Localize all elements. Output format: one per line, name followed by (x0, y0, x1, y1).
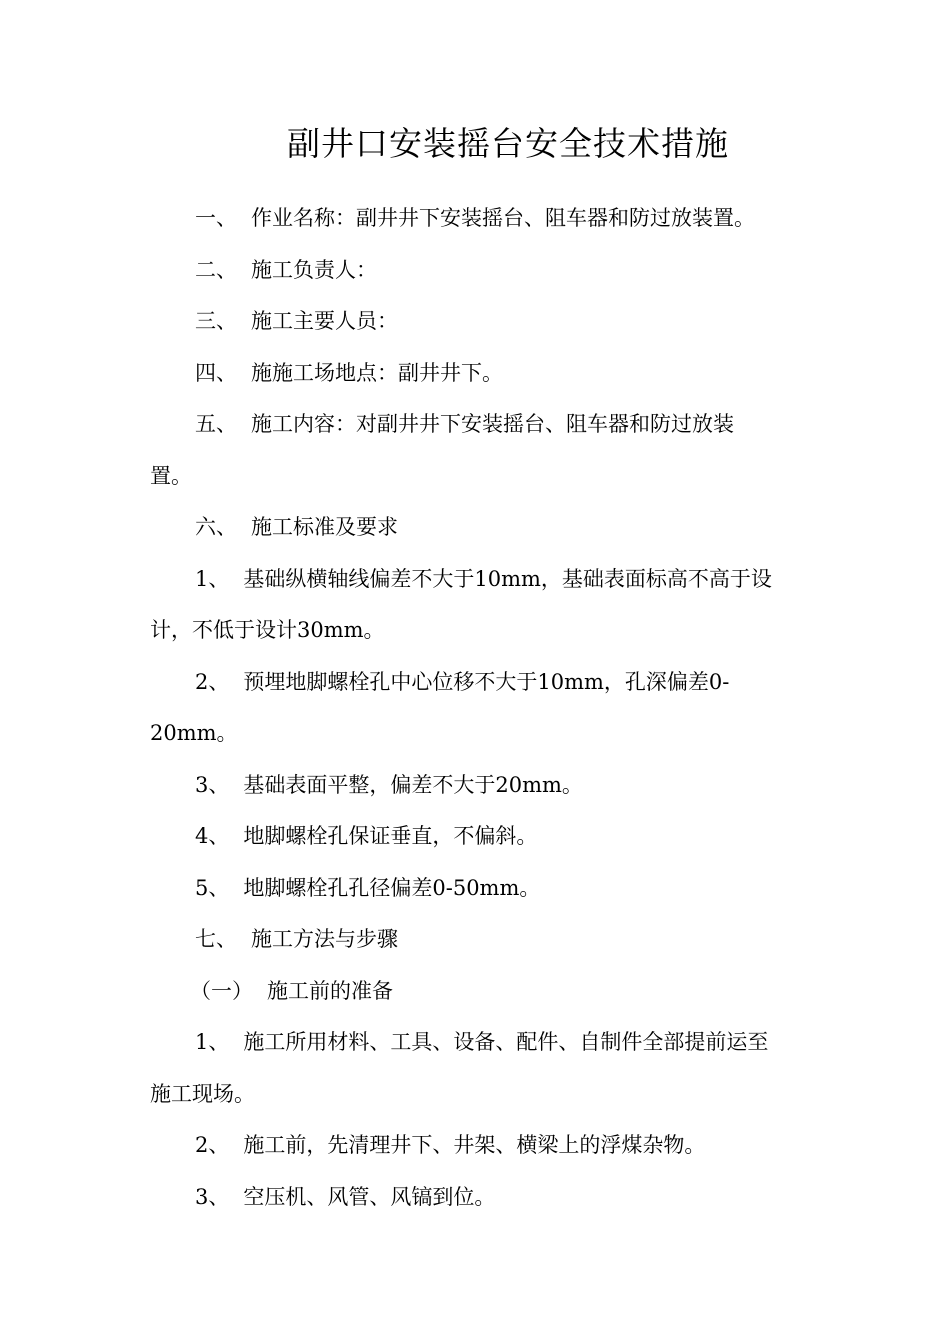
item-number: 5、 (195, 875, 230, 900)
section-item (150, 245, 800, 297)
section-item (150, 914, 800, 966)
item-number: 1、 (195, 566, 230, 591)
item-number: 一、 (195, 206, 237, 230)
item-text: 作业名称：副井井下安装摇台、阻车器和防过放装置。 (251, 206, 755, 230)
item-text: 地脚螺栓孔孔径偏差0-50mm。 (243, 875, 541, 900)
item-text: 施工前的准备 (267, 978, 393, 1003)
item-continuation (150, 708, 800, 760)
item-text: 施工内容：对副井井下安装摇台、阻车器和防过放装 (251, 412, 734, 436)
item-text: 施工前，先清理井下、井架、横梁上的浮煤杂物。 (243, 1133, 706, 1157)
section-item (150, 348, 800, 400)
list-item (150, 760, 800, 812)
list-item (150, 1120, 800, 1172)
list-item (150, 1017, 800, 1069)
list-item (150, 657, 800, 709)
item-number: 3、 (195, 1184, 230, 1209)
item-text: 20mm。 (150, 721, 238, 745)
item-text: 施工所用材料、工具、设备、配件、自制件全部提前运至 (243, 1030, 769, 1054)
subsection-item (150, 966, 800, 1018)
item-number: 六、 (195, 515, 237, 539)
item-text: 基础表面平整，偏差不大于20mm。 (243, 772, 583, 797)
item-number: 4、 (195, 824, 230, 848)
item-number: 五、 (195, 412, 237, 436)
item-text: 空压机、风管、风镐到位。 (243, 1184, 496, 1209)
list-item (150, 554, 800, 606)
item-number: 二、 (195, 257, 237, 282)
document-body (150, 193, 800, 1223)
list-item (150, 1172, 800, 1224)
section-item (150, 193, 800, 245)
item-text: 施工标准及要求 (251, 515, 398, 539)
list-item (150, 863, 800, 915)
list-item (150, 811, 800, 863)
item-text: 施工现场。 (150, 1081, 255, 1106)
item-text: 基础纵横轴线偏差不大于10mm，基础表面标高不高于设 (243, 566, 772, 591)
item-text: 预埋地脚螺栓孔中心位移不大于10mm，孔深偏差0- (243, 669, 730, 694)
item-text: 计，不低于设计30mm。 (150, 618, 385, 642)
item-number: 3、 (195, 772, 230, 797)
item-number: 三、 (195, 309, 237, 333)
section-item (150, 296, 800, 348)
item-text: 施施工场地点：副井井下。 (251, 360, 503, 385)
item-text: 施工负责人： (251, 257, 377, 282)
item-number: 七、 (195, 927, 237, 951)
item-number: 四、 (195, 360, 237, 385)
item-text: 置。 (150, 463, 192, 488)
item-number: 2、 (195, 1133, 230, 1157)
section-item (150, 399, 800, 451)
item-text: 地脚螺栓孔保证垂直，不偏斜。 (243, 824, 538, 848)
item-text: 施工方法与步骤 (251, 927, 398, 951)
item-text: 施工主要人员： (251, 309, 398, 333)
item-number: （一） (190, 978, 253, 1003)
item-continuation (150, 1069, 800, 1121)
item-continuation (150, 451, 800, 503)
document-title: 副井口安装摇台安全技术措施 (287, 124, 729, 163)
item-continuation (150, 605, 800, 657)
item-number: 2、 (195, 669, 230, 694)
section-item (150, 502, 800, 554)
item-number: 1、 (195, 1030, 230, 1054)
